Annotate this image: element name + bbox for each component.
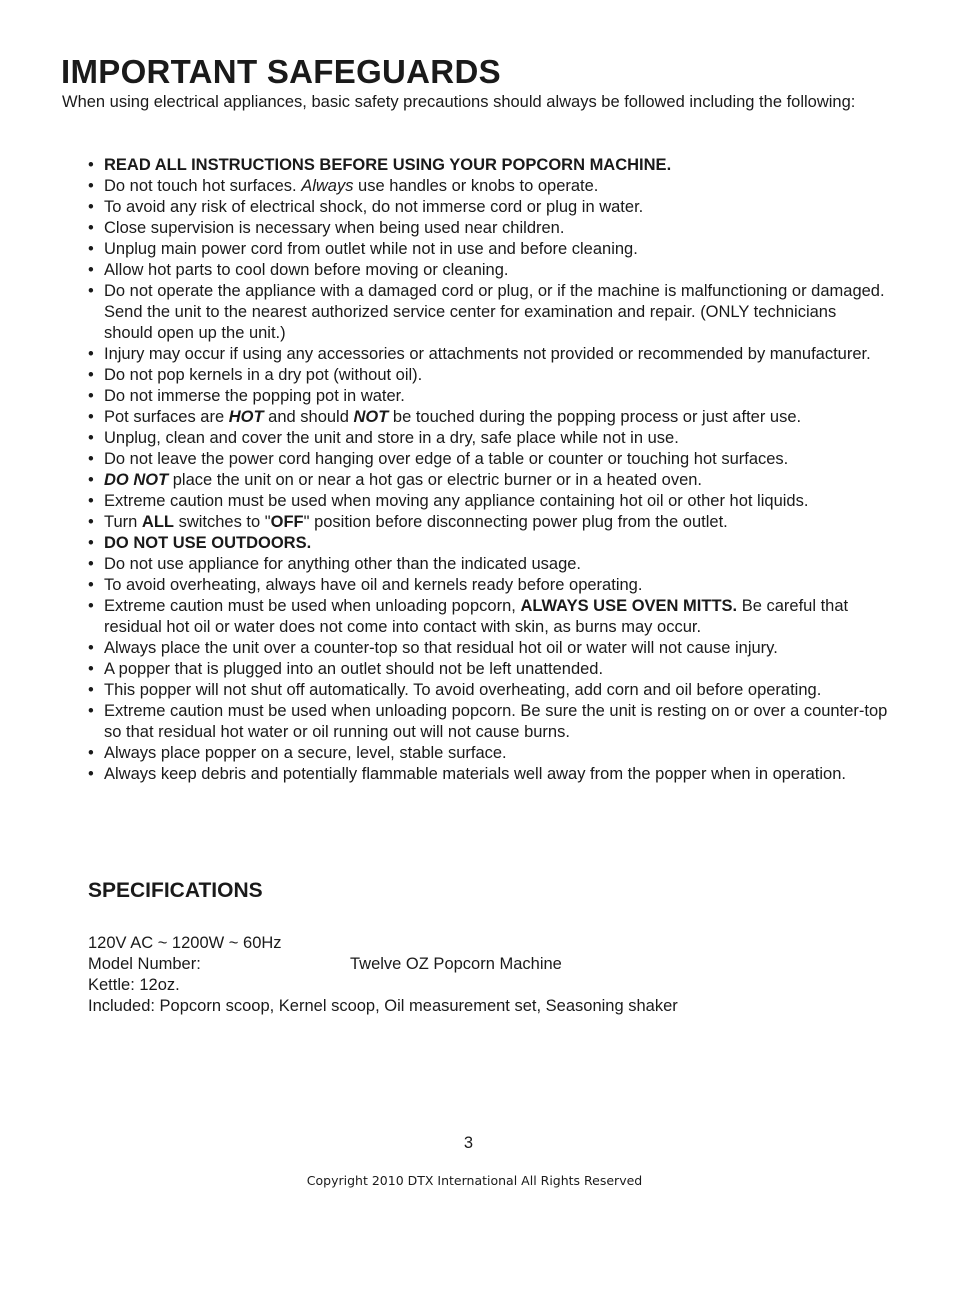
safeguard-text xyxy=(104,576,642,594)
safeguard-text-run: Injury may occur if using any accessories or attachments not provided or recommended by manufacturer. xyxy=(104,345,871,363)
safeguard-text-run: use handles or knobs to operate. xyxy=(353,177,599,195)
bullet-icon: • xyxy=(88,450,94,468)
bullet-icon: • xyxy=(88,492,94,510)
bullet-icon: • xyxy=(88,387,94,405)
safeguards-list xyxy=(88,155,888,785)
bullet-icon: • xyxy=(88,345,94,363)
safeguard-item xyxy=(88,470,888,491)
safeguard-text-run: To avoid overheating, always have oil and kernels ready before operating. xyxy=(104,576,643,594)
bullet-icon: • xyxy=(88,702,94,720)
page-title: IMPORTANT SAFEGUARDS xyxy=(61,53,501,90)
safeguard-text xyxy=(104,597,848,636)
safeguard-item xyxy=(88,638,888,659)
safeguard-text-run: Allow hot parts to cool down before moving or cleaning. xyxy=(104,261,509,279)
specifications-heading: SPECIFICATIONS xyxy=(88,879,263,902)
safeguard-text-run: and should xyxy=(263,408,354,426)
safeguard-text-run: Always keep debris and potentially flammable materials well away from the popper when in operation. xyxy=(104,765,846,783)
safeguard-text-run: Unplug, clean and cover the unit and store in a dry, safe place while not in use. xyxy=(104,429,679,447)
safeguard-text-run: ALL xyxy=(141,513,174,531)
intro-paragraph: When using electrical appliances, basic safety precautions should always be followed including the following: xyxy=(62,93,856,111)
safeguard-text-run: be touched during the popping process or just after use. xyxy=(388,408,802,426)
safeguard-text-run: DO NOT xyxy=(104,471,169,489)
safeguard-item xyxy=(88,344,888,365)
copyright-notice: Copyright 2010 DTX International All Rights Reserved xyxy=(306,1173,643,1188)
safeguard-item xyxy=(88,743,888,764)
bullet-icon: • xyxy=(88,660,94,678)
bullet-icon: • xyxy=(88,408,94,426)
safeguard-text-run: Do not use appliance for anything other than the indicated usage. xyxy=(104,555,582,573)
safeguard-text-run: OFF xyxy=(270,513,304,531)
spec-power: 120V AC ~ 1200W ~ 60Hz xyxy=(88,934,282,952)
bullet-icon: • xyxy=(88,681,94,699)
safeguard-text-run: Turn xyxy=(104,513,142,531)
safeguard-text-run: Pot surfaces are xyxy=(104,408,229,426)
bullet-icon: • xyxy=(88,597,94,615)
safeguard-text-run: NOT xyxy=(353,408,389,426)
safeguard-text-run: Do not leave the power cord hanging over edge of a table or counter or touching hot surfaces. xyxy=(104,450,789,468)
safeguard-item xyxy=(88,554,888,575)
safeguard-text xyxy=(104,744,507,762)
bullet-icon: • xyxy=(88,219,94,237)
safeguard-item xyxy=(88,512,888,533)
safeguard-text-run: Do not pop kernels in a dry pot (without oil). xyxy=(104,366,423,384)
safeguard-text-run: ALWAYS USE OVEN MITTS. xyxy=(520,597,738,615)
safeguard-item xyxy=(88,365,888,386)
spec-model xyxy=(88,954,848,975)
safeguard-text-run: Unplug main power cord from outlet while not in use and before cleaning. xyxy=(104,240,638,258)
safeguard-text-run: switches to " xyxy=(173,513,271,531)
safeguard-item xyxy=(88,386,888,407)
safeguard-item xyxy=(88,701,888,743)
safeguard-text-run: To avoid any risk of electrical shock, do not immerse cord or plug in water. xyxy=(104,198,644,216)
spec-model-label: Model Number: xyxy=(88,955,201,973)
spec-model-value: Twelve OZ Popcorn Machine xyxy=(350,955,562,973)
safeguard-text-run: HOT xyxy=(228,408,264,426)
safeguard-text xyxy=(104,345,871,363)
safeguard-item xyxy=(88,680,888,701)
safeguard-text-run: This popper will not shut off automatically. To avoid overheating, add corn and oil before operating. xyxy=(104,681,822,699)
bullet-icon: • xyxy=(88,429,94,447)
bullet-icon: • xyxy=(88,156,94,174)
safeguard-text xyxy=(104,471,702,489)
safeguard-text xyxy=(104,198,643,216)
safeguard-text-run: place the unit on or near a hot gas or electric burner or in a heated oven. xyxy=(168,471,703,489)
safeguard-text xyxy=(104,261,508,279)
safeguard-item xyxy=(88,659,888,680)
safeguard-text xyxy=(104,366,422,384)
safeguard-text-run: Always place popper on a secure, level, stable surface. xyxy=(104,744,507,762)
safeguard-item xyxy=(88,764,888,785)
bullet-icon: • xyxy=(88,513,94,531)
safeguard-text-run: DO NOT USE OUTDOORS. xyxy=(104,534,312,552)
safeguard-text-run: Extreme caution must be used when moving any appliance containing hot oil or other hot liquids. xyxy=(104,492,809,510)
safeguard-text-run: Always xyxy=(301,177,354,195)
safeguard-text-run: READ ALL INSTRUCTIONS BEFORE USING YOUR POPCORN MACHINE. xyxy=(104,156,672,174)
safeguard-text xyxy=(104,555,581,573)
bullet-icon: • xyxy=(88,198,94,216)
safeguard-item xyxy=(88,428,888,449)
bullet-icon: • xyxy=(88,555,94,573)
safeguard-text xyxy=(104,282,885,342)
spec-included: Included: Popcorn scoop, Kernel scoop, Oil measurement set, Seasoning shaker xyxy=(88,997,678,1015)
bullet-icon: • xyxy=(88,366,94,384)
safeguard-text xyxy=(104,492,808,510)
safeguard-text xyxy=(104,639,778,657)
safeguard-text-run: Be careful that residual hot oil or water does not come into contact with skin, as burns may occur. xyxy=(104,597,849,636)
safeguard-text xyxy=(104,177,598,195)
bullet-icon: • xyxy=(88,765,94,783)
safeguard-text xyxy=(104,450,788,468)
safeguard-text-run: Always place the unit over a counter-top so that residual hot oil or water will not cause injury. xyxy=(104,639,778,657)
bullet-icon: • xyxy=(88,282,94,300)
safeguard-item xyxy=(88,491,888,512)
safeguard-item xyxy=(88,176,888,197)
safeguard-text-run: Do not operate the appliance with a damaged cord or plug, or if the machine is malfunctioning or damaged. Send the unit to the nearest authorized service center for examination and repair. (ONLY technicians should open up the unit.) xyxy=(104,282,885,342)
safeguard-item xyxy=(88,239,888,260)
safeguard-text xyxy=(104,240,638,258)
safeguard-item xyxy=(88,449,888,470)
safeguard-text xyxy=(104,387,405,405)
bullet-icon: • xyxy=(88,177,94,195)
bullet-icon: • xyxy=(88,534,94,552)
safeguard-item xyxy=(88,218,888,239)
bullet-icon: • xyxy=(88,471,94,489)
safeguard-text-run: A popper that is plugged into an outlet should not be left unattended. xyxy=(104,660,604,678)
safeguard-text xyxy=(104,765,846,783)
safeguard-text xyxy=(104,660,603,678)
safeguard-item xyxy=(88,197,888,218)
safeguard-text xyxy=(104,156,671,174)
safeguard-item xyxy=(88,155,888,176)
safeguard-item xyxy=(88,533,888,554)
bullet-icon: • xyxy=(88,576,94,594)
safeguard-text xyxy=(104,702,887,741)
safeguard-text xyxy=(104,219,564,237)
bullet-icon: • xyxy=(88,639,94,657)
safeguard-item xyxy=(88,260,888,281)
safeguard-text xyxy=(104,534,311,552)
bullet-icon: • xyxy=(88,744,94,762)
safeguard-text-run: Do not immerse the popping pot in water. xyxy=(104,387,405,405)
safeguard-text-run: Extreme caution must be used when unloading popcorn, xyxy=(104,597,521,615)
safeguard-text xyxy=(104,681,821,699)
safeguard-text-run: Extreme caution must be used when unloading popcorn. Be sure the unit is resting on or over a counter-top so that residual hot water or oil running out will not cause burns. xyxy=(104,702,888,741)
safeguard-text xyxy=(104,408,801,426)
safeguard-item xyxy=(88,575,888,596)
bullet-icon: • xyxy=(88,261,94,279)
specifications-block xyxy=(88,933,848,1017)
safeguard-text-run: Close supervision is necessary when being used near children. xyxy=(104,219,565,237)
safeguard-item xyxy=(88,281,888,344)
safeguard-item xyxy=(88,407,888,428)
safeguard-text xyxy=(104,429,679,447)
safeguard-text xyxy=(104,513,728,531)
safeguard-item xyxy=(88,596,888,638)
safeguard-text-run: Do not touch hot surfaces. xyxy=(104,177,302,195)
safeguard-text-run: " position before disconnecting power plug from the outlet. xyxy=(303,513,728,531)
spec-kettle: Kettle: 12oz. xyxy=(88,976,180,994)
bullet-icon: • xyxy=(88,240,94,258)
page-number: 3 xyxy=(463,1134,474,1152)
